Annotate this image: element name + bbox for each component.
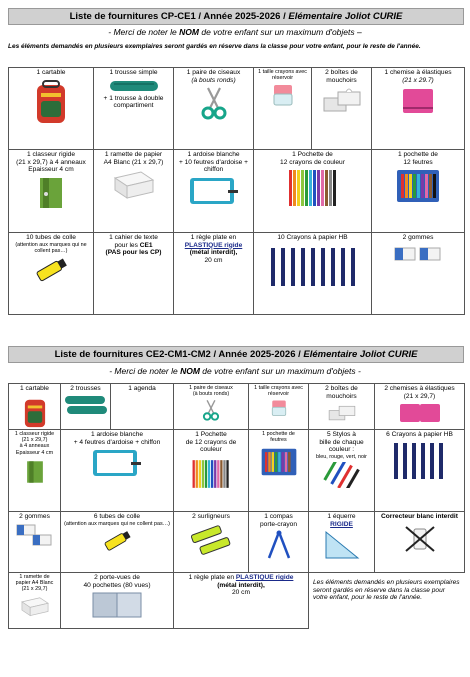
sharpener-icon [270, 399, 288, 417]
crayons-hb2-label: 6 Crayons à papier HB [386, 431, 453, 438]
cell2-colle [61, 512, 174, 573]
colle2-label: 6 tubes de colle [93, 513, 141, 520]
pencil-case-icon [64, 395, 108, 415]
list2-row4 [9, 573, 465, 629]
stylos-colors: bleu, rouge, vert, noir [316, 453, 367, 460]
regle-material: PLASTIQUE rigide [184, 241, 243, 249]
crayons-hb-label: 10 Crayons à papier HB [277, 234, 348, 241]
ramette-label: 1 ramette de papier [104, 151, 163, 158]
feutres2-label: 1 pochette de [262, 431, 295, 437]
graphite-pencils-icon [267, 244, 359, 290]
cell2-compas [249, 512, 309, 573]
list1-title-school: Elémentaire Joliot CURIE [288, 11, 403, 22]
crayons-couleur-qty: 12 crayons de couleur [280, 158, 345, 166]
trousses-label: 2 trousses [70, 385, 101, 392]
cell2-agenda [111, 384, 174, 430]
tissue-box-icon [322, 86, 362, 114]
list2-title [8, 346, 464, 363]
list2-title-main: Liste de fournitures CE2-CM1-CM2 / Année 2025-2026 / [54, 349, 304, 360]
binder-icon [25, 458, 45, 486]
cell2-cartable [9, 384, 61, 430]
paper-ream-icon [17, 595, 53, 617]
ramette2-label: 1 ramette de [19, 574, 50, 580]
cell-chemise [372, 68, 465, 150]
colle2-note: (attention aux marques qui ne collent pas…) [64, 520, 170, 527]
cell-classeur [9, 150, 94, 233]
classeur2-label: 1 classeur rigide [14, 431, 55, 437]
crayons-couleur-label: 1 Pochette de [292, 151, 333, 158]
cell-trousse [94, 68, 174, 150]
cartable2-label: 1 cartable [20, 385, 49, 392]
eraser-icon [393, 244, 443, 264]
chemises-size: (21 x 29,7) [403, 392, 436, 400]
list2-title-school: Elémentaire Joliot CURIE [303, 349, 418, 360]
equerre-label: 1 équerre [327, 513, 356, 520]
compas-type: porte-crayon [259, 520, 298, 528]
ardoise2-label: 1 ardoise blanche [90, 431, 144, 438]
cell-cahier-texte [94, 233, 174, 315]
cell-regle [174, 233, 254, 315]
glue-stick-icon [31, 256, 71, 284]
backpack-icon [22, 395, 48, 429]
ramette2-size: (21 x 29,7) [21, 586, 48, 593]
cell2-equerre [309, 512, 375, 573]
cell2-reserve-note [309, 573, 465, 629]
classeur-label: 1 classeur rigide [26, 151, 75, 158]
cell2-porte-vues [61, 573, 174, 629]
cell-crayons-couleur [254, 150, 372, 233]
ardoise2-extras: + 4 feutres d'ardoise + chiffon [73, 438, 161, 446]
eraser-icon [15, 523, 55, 547]
list1-row1 [9, 68, 465, 150]
regle-label: 1 règle plate en [190, 234, 237, 241]
sharpener-icon [271, 83, 295, 107]
crayons-couleur2-label: 1 Pochette [195, 431, 227, 438]
porte-vues-label: 2 porte-vues de [94, 574, 140, 581]
regle2-material: PLASTIQUE rigide [235, 574, 294, 581]
cell-gommes [372, 233, 465, 315]
stylos-colors-label: bille de chaque couleur : [319, 438, 364, 454]
cell2-regle [174, 573, 309, 629]
whiteboard-icon [188, 176, 240, 208]
crayons-couleur2-qty: de 12 crayons de couleur [185, 438, 237, 454]
chemises-label: 2 chemises à élastiques [384, 385, 455, 392]
list2-row2 [9, 430, 465, 512]
ballpoint-pens-icon [320, 462, 364, 488]
list1-note-post: de votre enfant sur un maximum d'objets – [198, 27, 362, 37]
glue-stick-icon [97, 529, 137, 553]
cell-ardoise [174, 150, 254, 233]
equerre-rigide: RIGIDE [330, 520, 353, 528]
list2-note-pre: - Merci de noter le [109, 366, 181, 376]
cell-crayons-hb [254, 233, 372, 315]
list1-row2 [9, 150, 465, 233]
list1-title [8, 8, 464, 25]
scissors-icon [199, 86, 229, 120]
feutres-label: 1 pochette de [398, 151, 438, 158]
scissors-icon [200, 399, 222, 421]
backpack-icon [33, 79, 69, 125]
ardoise-label: 1 ardoise blanche [187, 151, 240, 158]
agenda-label: 1 agenda [128, 385, 156, 392]
ramette-size: A4 Blanc (21 x 29,7) [103, 158, 164, 166]
mouchoirs-label: 2 boîtes de mouchoirs [325, 69, 358, 84]
classeur2-thickness: Epaisseur 4 cm [15, 449, 54, 456]
cell2-mouchoirs [309, 384, 375, 430]
taille2-label: 1 taille crayons avec réservoir [254, 385, 303, 398]
cell2-chemises [375, 384, 465, 430]
regle-note: (métal interdit), [189, 249, 238, 257]
list2-note-post: de votre enfant sur un maximum d'objets - [199, 366, 361, 376]
cell2-taille [249, 384, 309, 430]
chemise-size: (21 x 29.7) [402, 76, 434, 84]
whiteboard-icon [89, 448, 145, 480]
taille-label: 1 taille crayons avec réservoir [258, 69, 307, 82]
pencil-case-icon [109, 79, 159, 93]
cahier-for: pour les [114, 241, 140, 249]
list1-note [8, 27, 462, 37]
chemise-label: 1 chemise à élastiques [384, 69, 452, 76]
trousse-label: 1 trousse simple [109, 69, 158, 76]
stylos-label: 5 Stylos à [327, 431, 356, 438]
cell-ciseaux [174, 68, 254, 150]
colle-note: (attention aux marques qui ne collent pas…) [15, 241, 87, 254]
cell-taille-crayons [254, 68, 312, 150]
gommes2-label: 2 gommes [19, 513, 50, 520]
classeur-thickness: Epaisseur 4 cm [28, 166, 74, 174]
ciseaux2-label: 1 paire de ciseaux [189, 385, 233, 391]
classeur-size: (21 x 29,7) à 4 anneaux [16, 158, 86, 166]
color-pencils-icon [191, 456, 231, 492]
list2-grid [8, 383, 465, 629]
list1-title-main: Liste de fournitures CP-CE1 / Année 2025-2026 / [69, 11, 289, 22]
ciseaux2-note: (à bouts ronds) [192, 391, 230, 398]
cell-ramette [94, 150, 174, 233]
compass-icon [265, 530, 293, 560]
list1-note-bold: NOM [179, 27, 199, 37]
graphite-pencils-icon [390, 441, 450, 481]
ciseaux-note: (à bouts ronds) [191, 76, 236, 84]
list1-row3 [9, 233, 465, 315]
cell2-ardoise [61, 430, 174, 512]
felt-pens-icon [395, 168, 441, 204]
cell2-crayons-hb [375, 430, 465, 512]
trousse-double-label: + 1 trousse à double compartiment [103, 94, 164, 110]
cell-colle [9, 233, 94, 315]
cahier-label: 1 cahier de texte [109, 234, 158, 241]
correction-fluid-forbidden-icon [402, 523, 438, 553]
cell2-stylos [309, 430, 375, 512]
regle2-note: (métal interdit), [217, 581, 265, 589]
set-square-icon [324, 530, 360, 560]
correcteur-label: Correcteur blanc interdit [381, 513, 458, 520]
regle-size: 20 cm [204, 256, 223, 264]
folder-icon [398, 402, 442, 424]
paper-ream-icon [111, 168, 157, 200]
cahier-note: (PAS pour les CP) [105, 249, 162, 257]
regle2-label: 1 règle plate en [188, 574, 236, 581]
classeur2-rings: à 4 anneaux [19, 443, 50, 450]
highlighter-icon [188, 523, 234, 559]
ardoise-extras: + 10 feutres d'ardoise + chiffon [178, 158, 249, 174]
list1-reserve-note: Les éléments demandés en plusieurs exemplaires seront gardés en réserve dans la classe pour votre enfant, pour le reste de l'année. [8, 43, 421, 50]
gommes-label: 2 gommes [402, 234, 434, 241]
tissue-box-icon [324, 402, 360, 422]
cell2-ciseaux [174, 384, 249, 430]
cell2-correcteur [375, 512, 465, 573]
cahier-level: CE1 [139, 241, 153, 249]
cell2-surligneurs [174, 512, 249, 573]
regle2-size: 20 cm [232, 589, 250, 597]
list1-grid [8, 67, 465, 315]
binder-icon [37, 176, 65, 210]
mouchoirs2-label: 2 boîtes de mouchoirs [325, 385, 358, 400]
ramette2-paper: papier A4 Blanc [15, 580, 54, 587]
cell2-classeur [9, 430, 61, 512]
compas-label: 1 compas [264, 513, 293, 520]
list2-row3 [9, 512, 465, 573]
cell2-ramette [9, 573, 61, 629]
list2-row1 [9, 384, 465, 430]
porte-vues-qty: 40 pochettes (80 vues) [83, 581, 151, 589]
list1-note-pre: - Merci de noter le [108, 27, 180, 37]
cell-feutres [372, 150, 465, 233]
display-book-icon [87, 591, 147, 619]
cell2-feutres [249, 430, 309, 512]
cell-cartable [9, 68, 94, 150]
surligneurs-label: 2 surligneurs [192, 513, 230, 520]
cell2-trousses [61, 384, 111, 430]
classeur2-size: (21 x 29,7) [21, 437, 48, 444]
cartable-label: 1 cartable [36, 69, 66, 76]
feutres2-qty: feutres [270, 437, 287, 444]
color-pencils-icon [287, 168, 339, 208]
list2-note [8, 366, 462, 376]
reserve-note-text: Les éléments demandés en plusieurs exemplaires seront gardés en réserve dans la classe pour votre enfant, pour le reste de l'année. [313, 579, 460, 602]
colle-label: 10 tubes de colle [26, 234, 76, 241]
cell2-gommes [9, 512, 61, 573]
cell-mouchoirs [312, 68, 372, 150]
felt-pens-icon [260, 445, 298, 479]
ciseaux-label: 1 paire de ciseaux [186, 69, 241, 76]
cell2-crayons-couleur [174, 430, 249, 512]
list2-note-bold: NOM [180, 366, 200, 376]
feutres-qty: 12 feutres [403, 158, 433, 166]
folder-icon [400, 86, 436, 116]
